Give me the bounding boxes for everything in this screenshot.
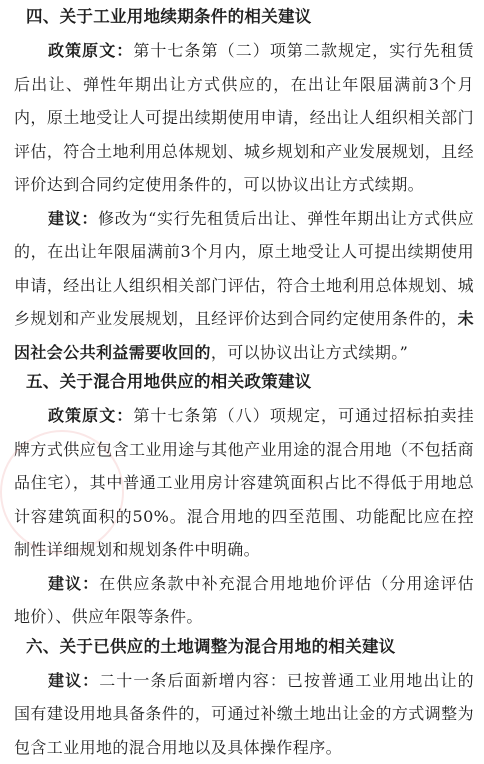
paragraph-lead: 政策原文： bbox=[48, 41, 133, 60]
paragraph-text: 在供应条款中补充混合用地地价评估（分用途评估地价）、供应年限等条件。 bbox=[14, 574, 474, 627]
suggestion-paragraph-4 bbox=[14, 202, 474, 370]
paragraph-text: ，可以协议出让方式续期。” bbox=[211, 343, 408, 362]
emphasized-text: 未因社会公共利益需要收回的 bbox=[14, 309, 474, 362]
policy-original-paragraph-4 bbox=[14, 34, 474, 202]
paragraph-text: 二十一条后面新增内容：已按普通工业用地出让的国有建设用地具备条件的，可通过补缴土地出让金的方式调整为包含工业用地的混合用地以及具体操作程序。 bbox=[14, 671, 474, 757]
section-heading-5: 五、关于混合用地供应的相关政策建议 bbox=[26, 369, 474, 395]
suggestion-paragraph-6 bbox=[14, 664, 474, 764]
paragraph-text: 第十七条第（二）项第二款规定，实行先租赁后出让、弹性年期出让方式供应的，在出让年限届满前3个月内，原土地受让人可提出续期使用申请，经出让人组织相关部门评估，符合土地利用总体规划、城乡规划和产业发展规划，且经评价达到合同约定使用条件的，可以协议出让方式续期。 bbox=[14, 41, 474, 194]
section-heading-4: 四、关于工业用地续期条件的相关建议 bbox=[26, 4, 474, 30]
paragraph-lead: 建议： bbox=[48, 574, 99, 593]
suggestion-paragraph-5 bbox=[14, 567, 474, 634]
policy-original-paragraph-5 bbox=[14, 399, 474, 567]
paragraph-lead: 建议： bbox=[48, 209, 98, 228]
paragraph-lead: 政策原文： bbox=[48, 406, 133, 425]
paragraph-text: 修改为“实行先租赁后出让、弹性年期出让方式供应的，在出让年限届满前3个月内，原土地受让人可提出续期使用申请，经出让人组织相关部门评估，符合土地利用总体规划、城乡规划和产业发展规划，且经评价达到合同约定使用条件的， bbox=[14, 209, 474, 329]
paragraph-text: 第十七条第（八）项规定，可通过招标拍卖挂牌方式供应包含工业用途与其他产业用途的混合用地（不包括商品住宅），其中普通工业用房计容建筑面积占比不得低于用地总计容建筑面积的50%。混合用地的四至范围、功能配比应在控制性详细规划和规划条件中明确。 bbox=[14, 406, 474, 559]
section-heading-6: 六、关于已供应的土地调整为混合用地的相关建议 bbox=[26, 634, 474, 660]
paragraph-lead: 建议： bbox=[48, 671, 99, 690]
